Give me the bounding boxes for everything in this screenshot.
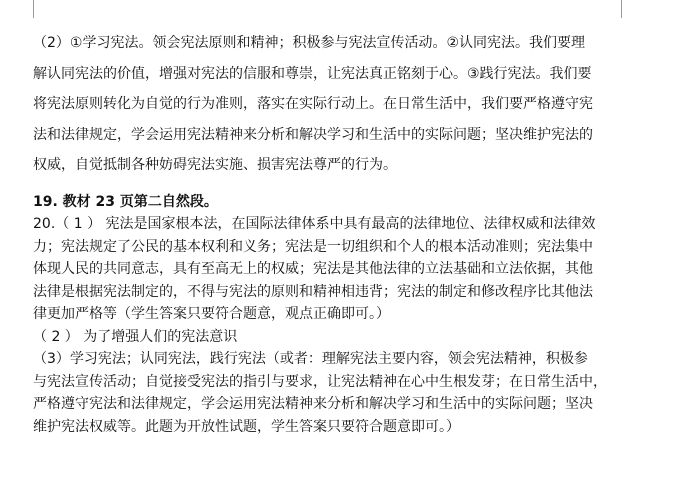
text-line: 维护宪法权威等。此题为开放性试题，学生答案只要符合题意即可。） [33, 418, 460, 435]
text-line: 法和法律规定，学会运用宪法精神来分析和解决学习和生活中的实际问题；坚决维护宪法的 [33, 126, 593, 143]
text-line: 解认同宪法的价值，增强对宪法的信服和尊崇，让宪法真正铭刻于心。③践行宪法。我们要 [33, 65, 592, 82]
page-corner-mark-right [621, 0, 622, 18]
text-line: 权威，自觉抵制各种妨碍宪法实施、损害宪法尊严的行为。 [33, 157, 397, 174]
text-line: 严格遵守宪法和法律规定，学会运用宪法精神来分析和解决学习和生活中的实际问题；坚决 [33, 396, 593, 413]
text-line: 20.（ 1 ） 宪法是国家根本法，在国际法律体系中具有最高的法律地位、法律权威和法律效 [33, 216, 596, 233]
text-line: 法律是根据宪法制定的，不得与宪法的原则和精神相违背；宪法的制定和修改程序比其他法 [33, 283, 593, 300]
answer-part-2-block [33, 28, 633, 181]
text-line: 体现人民的共同意志，具有至高无上的权威；宪法是其他法律的立法基础和立法依据，其他 [33, 261, 593, 278]
answers-19-20-block [33, 191, 633, 439]
document-page [33, 28, 633, 438]
text-line: （2）①学习宪法。领会宪法原则和精神；积极参与宪法宣传活动。②认同宪法。我们要理 [33, 35, 586, 51]
text-line: 将宪法原则转化为自觉的行为准则，落实在实际行动上。在日常生活中，我们要严格遵守宪 [33, 96, 593, 113]
text-line: 与宪法宣传活动；自觉接受宪法的指引与要求，让宪法精神在心中生根发芽；在日常生活中， [33, 373, 607, 390]
question-19-answer: 19. 教材 23 页第二自然段。 [33, 193, 218, 210]
text-line: 力；宪法规定了公民的基本权利和义务；宪法是一切组织和个人的根本活动准则；宪法集中 [33, 238, 593, 255]
text-line: （3）学习宪法；认同宪法，践行宪法（或者：理解宪法主要内容，领会宪法精神，积极参 [33, 351, 588, 368]
text-line: 律更加严格等（学生答案只要符合题意，观点正确即可。） [33, 306, 390, 323]
question-20-part-2: （ 2 ） 为了增强人们的宪法意识 [33, 328, 238, 345]
page-corner-mark-left [33, 0, 34, 18]
